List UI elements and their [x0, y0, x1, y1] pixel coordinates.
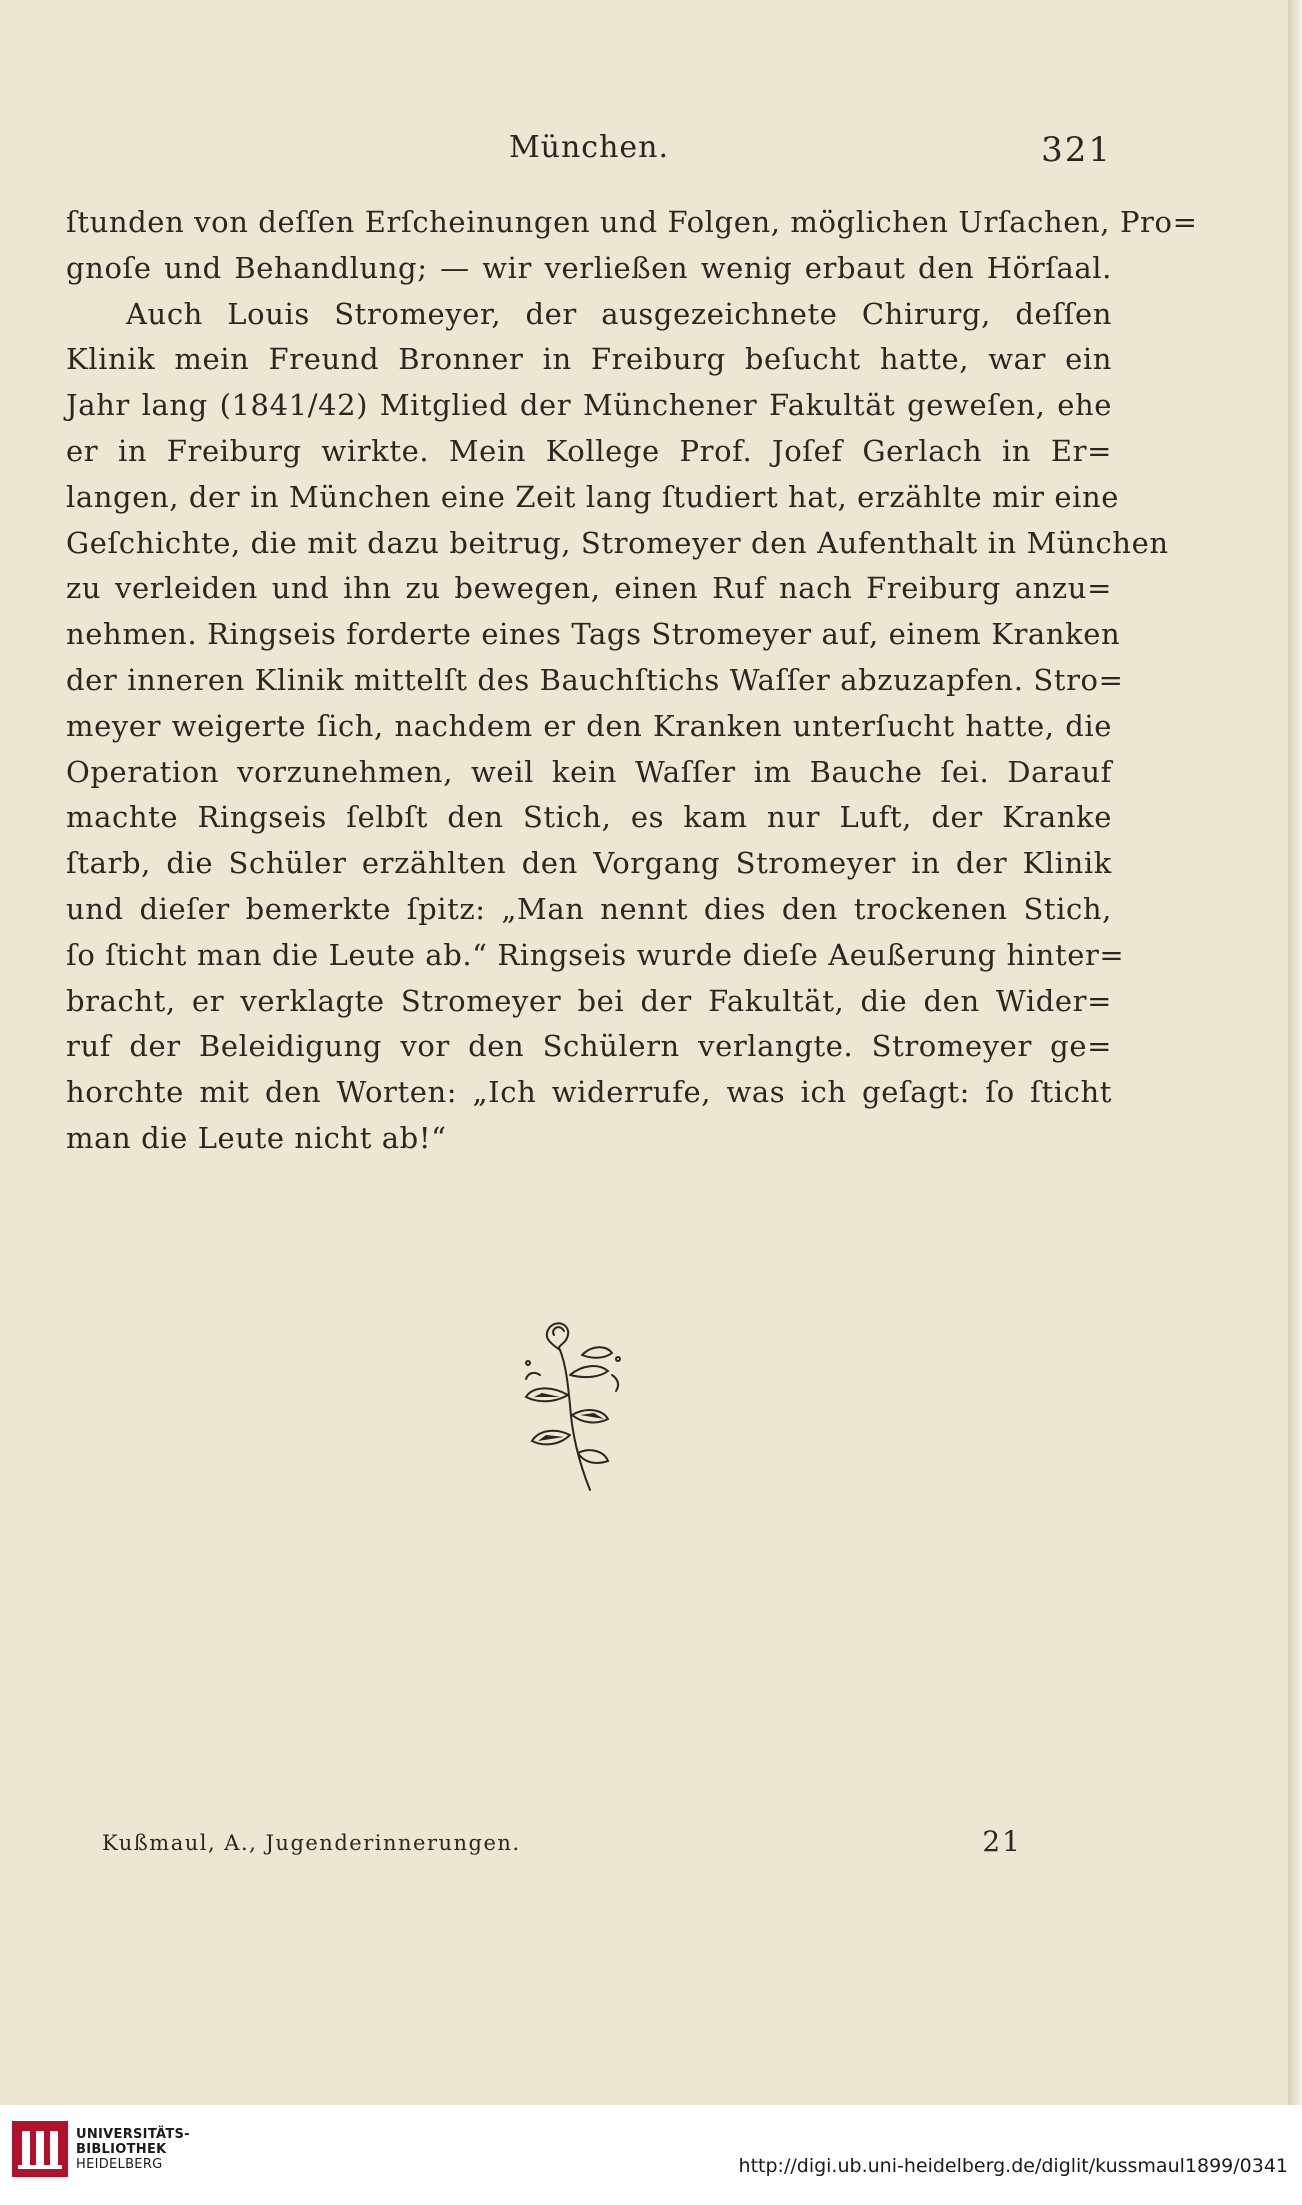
library-name-line: HEIDELBERG	[76, 2156, 163, 2172]
signature-mark: 21	[982, 1825, 1022, 1858]
text-line: Geſchichte, die mit dazu beitrug, Stromeyer den Aufenthalt in München	[66, 525, 1169, 560]
library-name-line: UNIVERSITÄTS-	[76, 2126, 190, 2142]
text-line: der inneren Klinik mittelſt des Bauchſtichs Waſſer abzuzapfen. Stro=	[66, 662, 1124, 697]
text-line: ruf der Beleidigung vor den Schülern verlangte. Stromeyer ge=	[66, 1029, 1112, 1064]
text-line: bracht, er verklagte Stromeyer bei der Fakultät, die den Wider=	[66, 983, 1112, 1018]
text-line: zu verleiden und ihn zu bewegen, einen Ruf nach Freiburg anzu=	[66, 571, 1112, 606]
page-header	[66, 130, 1112, 180]
page-number: 321	[1041, 130, 1112, 170]
text-line: ſtarb, die Schüler erzählten den Vorgang Stromeyer in der Klinik	[66, 846, 1112, 881]
library-name-line: BIBLIOTHEK	[76, 2141, 167, 2157]
floral-vignette-icon	[520, 1315, 630, 1495]
text-line: langen, der in München eine Zeit lang ſtudiert hat, erzählte mir eine	[66, 479, 1120, 514]
text-line: horchte mit den Worten: „Ich widerrufe, was ich geſagt: ſo ſticht	[66, 1075, 1112, 1110]
library-logo[interactable]	[12, 2121, 190, 2177]
text-line: Jahr lang (1841/42) Mitglied der Münchener Fakultät geweſen, ehe	[66, 388, 1112, 423]
text-line: und dieſer bemerkte ſpitz: „Man nennt dies den trockenen Stich,	[66, 891, 1112, 926]
text-line: nehmen. Ringseis forderte eines Tags Stromeyer auf, einem Kranken	[66, 617, 1121, 652]
text-line: gnoſe und Behandlung; — wir verließen wenig erbaut den Hörſaal.	[66, 250, 1112, 285]
text-line: machte Ringseis ſelbſt den Stich, es kam nur Luft, der Kranke	[66, 800, 1112, 835]
text-line: ſtunden von deſſen Erſcheinungen und Folgen, möglichen Urſachen, Pro=	[66, 205, 1198, 239]
footer-signature: Kußmaul, A., Jugenderinnerungen.	[102, 1831, 521, 1855]
page-footer	[102, 1825, 1022, 1865]
text-line: Auch Louis Stromeyer, der ausgezeichnete Chirurg, deſſen	[126, 296, 1112, 331]
text-line: Klinik mein Freund Bronner in Freiburg beſucht hatte, war ein	[66, 342, 1112, 377]
text-line: er in Freiburg wirkte. Mein Kollege Prof. Joſef Gerlach in Er=	[66, 433, 1112, 468]
running-head: München.	[508, 130, 670, 165]
page-edge	[1288, 0, 1302, 2105]
library-name	[76, 2127, 190, 2172]
text-line: man die Leute nicht ab!“	[66, 1120, 447, 1155]
body-text	[66, 200, 1198, 1162]
text-line: meyer weigerte ſich, nachdem er den Kranken unterſucht hatte, die	[66, 708, 1112, 743]
repository-bar	[0, 2105, 1302, 2205]
text-line: Operation vorzunehmen, weil kein Waſſer im Bauche ſei. Darauf	[66, 754, 1112, 789]
source-url[interactable]: http://digi.ub.uni-heidelberg.de/diglit/kussmaul1899/0341	[738, 2155, 1288, 2177]
text-line: ſo ſticht man die Leute ab.“ Ringseis wurde dieſe Aeußerung hinter=	[66, 937, 1125, 972]
university-library-logo-icon	[12, 2121, 68, 2177]
